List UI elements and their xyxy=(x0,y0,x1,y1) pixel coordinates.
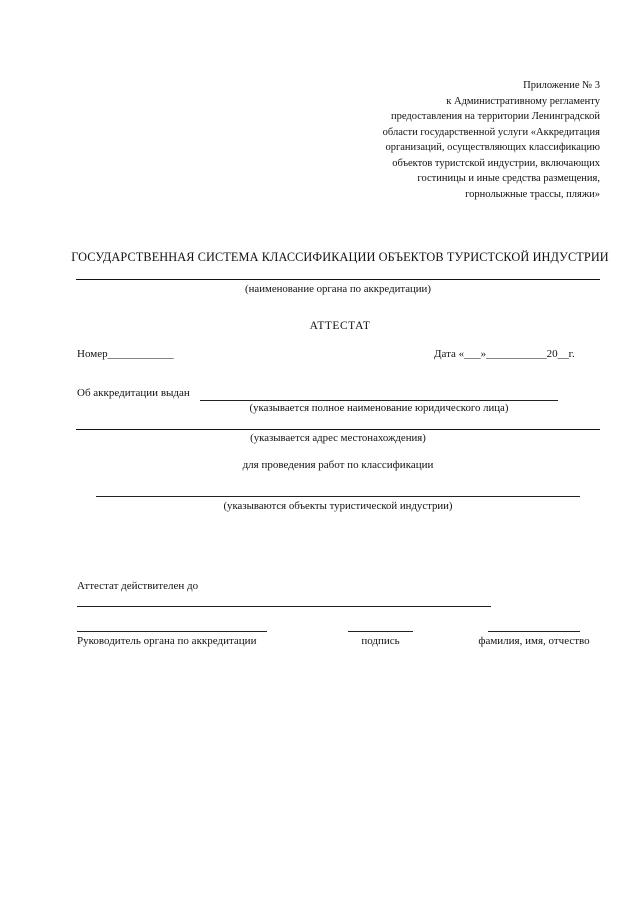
accreditation-body-caption: (наименование органа по аккредитации) xyxy=(245,283,431,295)
address-line xyxy=(76,429,600,430)
address-caption: (указывается адрес местонахождения) xyxy=(250,432,426,444)
appendix-line: предоставления на территории Ленинградской xyxy=(390,111,600,122)
fullname-line xyxy=(488,631,580,632)
number-label: Номер xyxy=(77,348,108,360)
appendix-line: объектов туристской индустрии, включающих xyxy=(392,157,600,169)
number-blank: ____________ xyxy=(107,348,174,360)
document-title: ГОСУДАРСТВЕННАЯ СИСТЕМА КЛАССИФИКАЦИИ ОБЪЕКТОВ ТУРИСТСКОЙ ИНДУСТРИИ xyxy=(71,250,609,264)
issued-to-line xyxy=(200,400,558,401)
fullname-label: фамилия, имя, отчество xyxy=(478,635,590,647)
purpose-text: для проведения работ по классификации xyxy=(242,459,434,471)
appendix-line: горнолыжные трассы, пляжи» xyxy=(465,188,600,200)
accreditation-body-line xyxy=(76,279,600,280)
number-field xyxy=(77,348,174,360)
issued-to-label: Об аккредитации выдан xyxy=(77,387,190,399)
signature-label: подпись xyxy=(361,635,400,647)
appendix-line: к Административному регламенту xyxy=(446,95,600,107)
valid-until-label: Аттестат действителен до xyxy=(77,580,199,592)
valid-until-line xyxy=(77,606,491,607)
objects-caption: (указываются объекты туристической индустрии) xyxy=(223,500,453,512)
appendix-line: организаций, осуществляющих классификацию xyxy=(385,142,600,153)
appendix-line: Приложение № 3 xyxy=(523,80,600,91)
entity-caption: (указывается полное наименование юридического лица) xyxy=(249,402,509,414)
signature-line xyxy=(348,631,413,632)
attestat-heading: АТТЕСТАТ xyxy=(309,320,371,332)
appendix-line: гостиницы и иные средства размещения, xyxy=(417,173,600,184)
appendix-block xyxy=(340,78,600,202)
head-signature-line xyxy=(77,631,267,632)
date-field: Дата «___»___________20__г. xyxy=(434,348,575,360)
objects-line xyxy=(96,496,580,497)
appendix-line: области государственной услуги «Аккредитация xyxy=(382,126,600,138)
head-label: Руководитель органа по аккредитации xyxy=(77,635,257,647)
